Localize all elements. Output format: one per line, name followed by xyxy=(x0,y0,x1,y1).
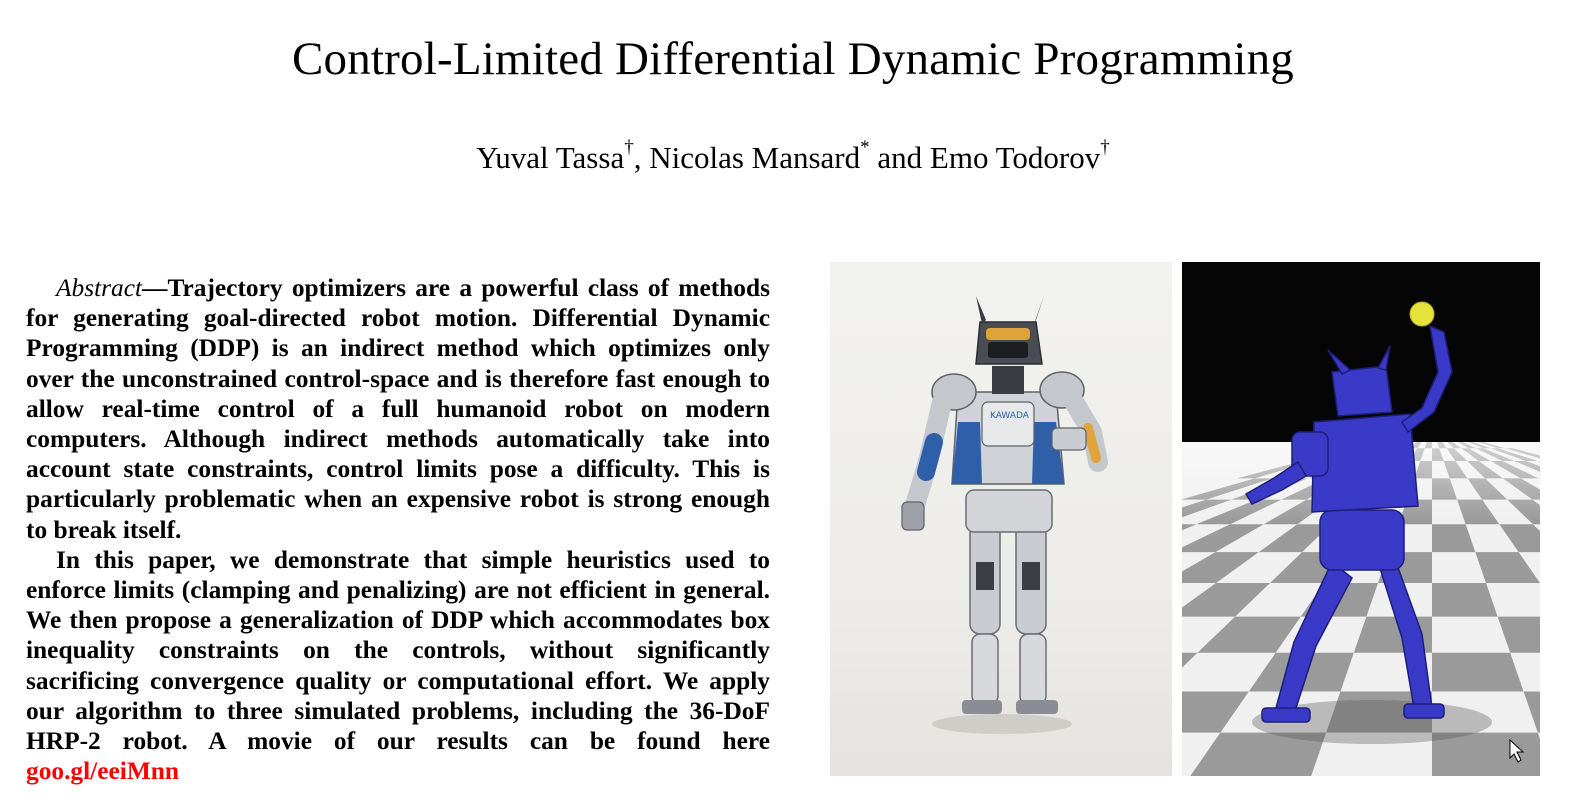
affiliation-mark: † xyxy=(624,136,634,158)
paper-title: Control-Limited Differential Dynamic Programming xyxy=(291,33,1295,85)
abstract-paragraph-1 xyxy=(26,273,770,545)
robot-logo: KAWADA xyxy=(990,411,1029,421)
robot-photo-drawing xyxy=(830,262,1172,776)
abstract xyxy=(26,273,770,786)
author-list xyxy=(0,136,1586,176)
abstract-text-2: In this paper, we demonstrate that simple heuristics used to enforce limits (clamping and penalizing) are not efficient in general. We then propose a generalization of DDP which accommodates box inequality constraints on the controls, without significantly sacrificing convergence quality or computational effort. We apply our algorithm to three simulated problems, including the 36-DoF HRP-2 robot. A movie of our results can be found here xyxy=(26,545,770,756)
affiliation-mark: † xyxy=(1100,136,1110,158)
abstract-label: Abstract xyxy=(56,274,143,302)
author-name: Yuval Tassa xyxy=(476,140,625,175)
robot-photo xyxy=(830,262,1172,776)
floor-tile xyxy=(1432,733,1540,776)
abstract-dash: — xyxy=(142,274,168,302)
simulation-render xyxy=(1182,262,1540,776)
floor-tile xyxy=(1432,653,1524,692)
movie-link[interactable]: goo.gl/eeiMnn xyxy=(26,757,180,786)
abstract-paragraph-2 xyxy=(26,545,770,787)
abstract-text-1: Trajectory optimizers are a powerful class of methods for generating goal-directed robot motion. Differential Dynamic Programming (DDP) is an indirect method which optimizes only over the unconstrained control-space and is therefore fast enough to allow real-time control of a full humanoid robot on modern computers. Although indirect methods automatically take into account state constraints, control limits pose a difficulty. This is particularly problematic when an expensive robot is strong enough to break itself. xyxy=(26,274,770,544)
author-separator: and xyxy=(869,140,930,175)
simulation-drawing xyxy=(1182,262,1540,776)
author-separator: , xyxy=(633,140,650,175)
author-name: Emo Todorov xyxy=(929,140,1101,175)
affiliation-mark: * xyxy=(860,136,870,158)
author-name: Nicolas Mansard xyxy=(649,140,861,175)
